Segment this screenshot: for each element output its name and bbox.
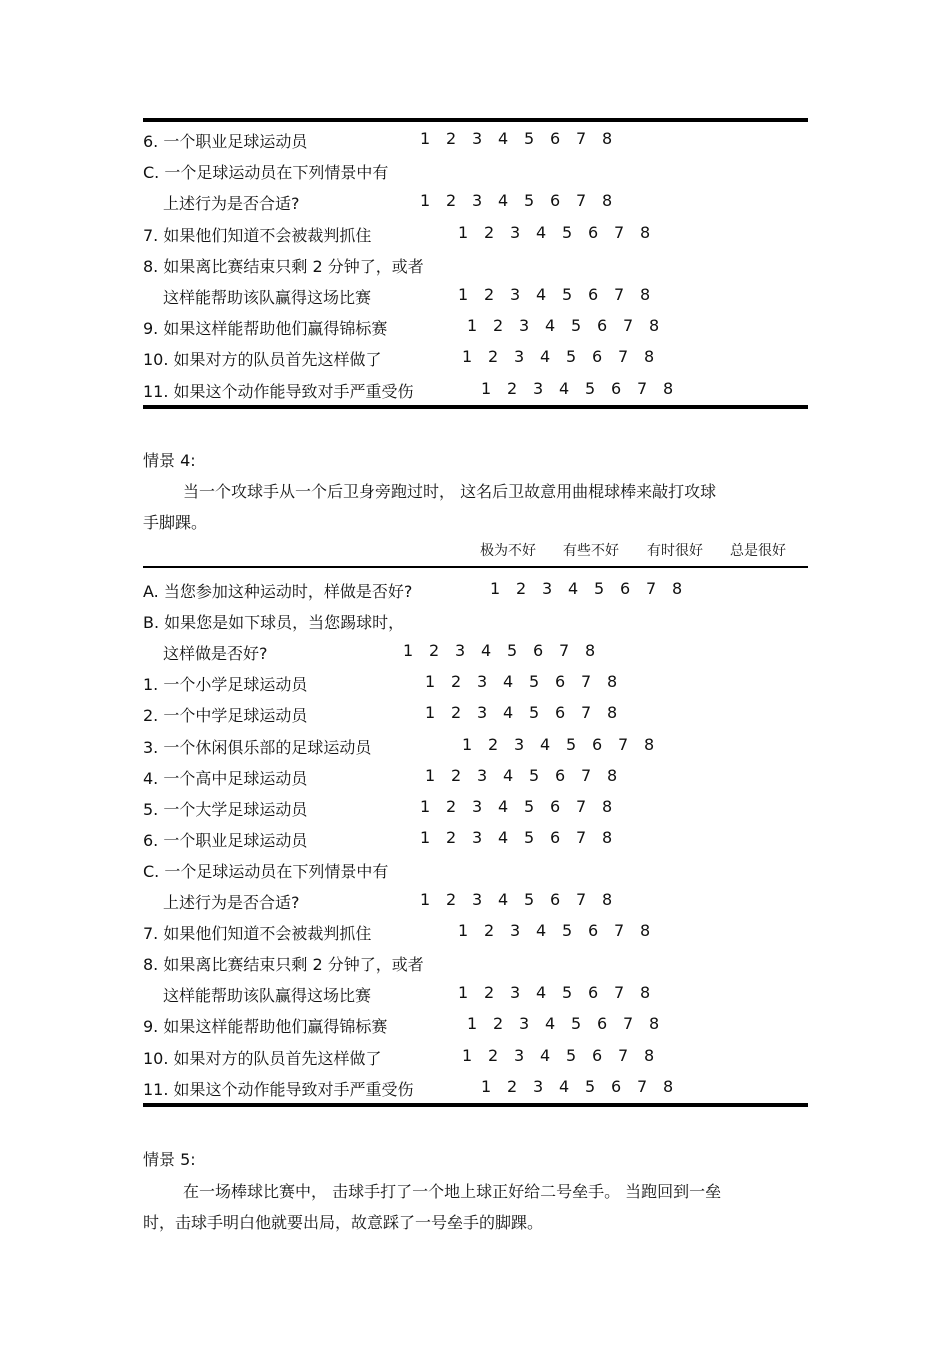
rating-scale bbox=[481, 379, 689, 398]
rating-option: 2 bbox=[484, 921, 495, 941]
rating-option: 7 bbox=[581, 703, 592, 723]
scenario5-desc-line2: 时，击球手明白他就要出局，故意踩了一号垒手的脚踝。 bbox=[143, 1213, 544, 1232]
rating-option: 3 bbox=[472, 191, 483, 211]
rating-option: 8 bbox=[602, 890, 613, 909]
rating-option: 4 bbox=[498, 129, 509, 148]
rating-option: 8 bbox=[640, 983, 651, 1003]
rating-option: 6 bbox=[550, 129, 561, 148]
rating-option: 1 bbox=[403, 641, 414, 661]
rating-option: 1 bbox=[458, 285, 469, 304]
rating-option: 6 bbox=[588, 921, 599, 941]
rating-option: 5 bbox=[566, 1045, 577, 1065]
rating-option: 5 bbox=[524, 827, 535, 847]
rating-option: 4 bbox=[503, 703, 514, 723]
rating-option: 3 bbox=[542, 579, 553, 598]
rating-option: 2 bbox=[446, 129, 457, 148]
rating-scale bbox=[462, 1046, 670, 1065]
rating-option: 4 bbox=[503, 765, 514, 785]
rating-option: 6 bbox=[555, 703, 566, 723]
rating-scale bbox=[425, 672, 633, 691]
rating-option: 6 bbox=[588, 285, 599, 304]
rating-option: 6 bbox=[555, 672, 566, 692]
rating-option: 5 bbox=[524, 191, 535, 211]
rating-option: 1 bbox=[462, 734, 473, 754]
rating-option: 1 bbox=[420, 129, 431, 148]
rating-option: 6 bbox=[555, 765, 566, 785]
rating-option: 1 bbox=[425, 703, 436, 723]
rating-option: 1 bbox=[462, 1045, 473, 1065]
question-label: 6. 一个职业足球运动员 bbox=[143, 132, 308, 151]
rating-option: 8 bbox=[607, 672, 618, 692]
rating-scale bbox=[420, 797, 628, 816]
rating-scale bbox=[490, 579, 698, 598]
rating-option: 8 bbox=[607, 765, 618, 785]
rating-option: 8 bbox=[602, 191, 613, 211]
rating-option: 1 bbox=[467, 1014, 478, 1034]
scenario4-heading: 情景 4: bbox=[143, 451, 196, 470]
rating-option: 8 bbox=[640, 921, 651, 941]
rating-option: 2 bbox=[484, 222, 495, 242]
rating-scale bbox=[458, 285, 666, 304]
rating-option: 5 bbox=[571, 316, 582, 336]
rating-option: 4 bbox=[481, 641, 492, 661]
rating-option: 3 bbox=[519, 316, 530, 336]
rating-scale bbox=[425, 703, 633, 722]
block2-top-rule bbox=[143, 566, 808, 568]
question-label: 10. 如果对方的队员首先这样做了 bbox=[143, 350, 382, 370]
rating-option: 2 bbox=[488, 347, 499, 367]
rating-scale bbox=[462, 347, 670, 366]
rating-option: 5 bbox=[566, 734, 577, 754]
rating-option: 1 bbox=[425, 672, 436, 692]
question-label: 3. 一个休闲俱乐部的足球运动员 bbox=[143, 737, 372, 757]
rating-option: 3 bbox=[455, 641, 466, 661]
rating-option: 2 bbox=[446, 827, 457, 847]
rating-option: 8 bbox=[644, 1045, 655, 1065]
rating-option: 1 bbox=[458, 983, 469, 1003]
question-label: 1. 一个小学足球运动员 bbox=[143, 675, 308, 695]
rating-option: 8 bbox=[640, 285, 651, 304]
rating-option: 3 bbox=[477, 703, 488, 723]
rating-option: 6 bbox=[592, 347, 603, 367]
rating-option: 7 bbox=[637, 378, 648, 398]
rating-option: 6 bbox=[550, 827, 561, 847]
rating-option: 4 bbox=[536, 921, 547, 941]
rating-option: 2 bbox=[484, 983, 495, 1003]
rating-option: 1 bbox=[490, 579, 501, 598]
question-label: 11. 如果这个动作能导致对手严重受伤 bbox=[143, 381, 414, 401]
rating-option: 5 bbox=[524, 129, 535, 148]
rating-option: 7 bbox=[576, 827, 587, 847]
rating-option: 1 bbox=[420, 890, 431, 909]
rating-option: 5 bbox=[529, 703, 540, 723]
rating-option: 6 bbox=[550, 191, 561, 211]
rating-scale bbox=[458, 223, 666, 242]
rating-option: 3 bbox=[472, 129, 483, 148]
rating-option: 8 bbox=[640, 222, 651, 242]
rating-option: 5 bbox=[562, 921, 573, 941]
rating-option: 5 bbox=[585, 378, 596, 398]
rating-option: 2 bbox=[488, 1045, 499, 1065]
rating-option: 7 bbox=[614, 285, 625, 304]
rating-option: 7 bbox=[581, 765, 592, 785]
rating-option: 3 bbox=[477, 765, 488, 785]
rating-option: 5 bbox=[562, 222, 573, 242]
rating-scale bbox=[481, 1077, 689, 1096]
rating-option: 3 bbox=[533, 1076, 544, 1096]
rating-option: 1 bbox=[420, 827, 431, 847]
block2-bottom-rule bbox=[143, 1103, 808, 1107]
rating-option: 7 bbox=[637, 1076, 648, 1096]
rating-option: 7 bbox=[576, 796, 587, 816]
rating-option: 4 bbox=[498, 827, 509, 847]
rating-option: 3 bbox=[477, 672, 488, 692]
rating-option: 7 bbox=[614, 222, 625, 242]
rating-option: 5 bbox=[562, 285, 573, 304]
rating-scale bbox=[458, 921, 666, 940]
question-label: 5. 一个大学足球运动员 bbox=[143, 799, 308, 819]
rating-option: 3 bbox=[514, 734, 525, 754]
rating-option: 2 bbox=[484, 285, 495, 304]
rating-option: 8 bbox=[607, 703, 618, 723]
rating-option: 2 bbox=[451, 703, 462, 723]
rating-option: 6 bbox=[592, 1045, 603, 1065]
rating-scale bbox=[467, 316, 675, 335]
rating-option: 2 bbox=[451, 765, 462, 785]
rating-option: 4 bbox=[540, 347, 551, 367]
question-label: 9. 如果这样能帮助他们赢得锦标赛 bbox=[143, 319, 388, 339]
rating-option: 6 bbox=[597, 1014, 608, 1034]
rating-option: 7 bbox=[576, 191, 587, 211]
question-label: C. 一个足球运动员在下列情景中有 bbox=[143, 861, 389, 881]
top-rule bbox=[143, 118, 808, 122]
rating-option: 7 bbox=[576, 890, 587, 909]
rating-option: 1 bbox=[467, 316, 478, 336]
rating-option: 8 bbox=[649, 316, 660, 336]
rating-scale bbox=[420, 828, 628, 847]
rating-option: 2 bbox=[507, 1076, 518, 1096]
question-label: 这样能帮助该队赢得这场比赛 bbox=[163, 288, 372, 307]
rating-option: 1 bbox=[458, 222, 469, 242]
rating-option: 4 bbox=[559, 1076, 570, 1096]
rating-option: 8 bbox=[602, 827, 613, 847]
rating-option: 3 bbox=[472, 827, 483, 847]
rating-scale bbox=[458, 983, 666, 1002]
scenario4-desc-line1: 当一个攻球手从一个后卫身旁跑过时， 这名后卫故意用曲棍球棒来敲打攻球 bbox=[183, 482, 717, 501]
rating-option: 1 bbox=[420, 191, 431, 211]
rating-option: 6 bbox=[550, 890, 561, 909]
rating-option: 3 bbox=[510, 285, 521, 304]
question-label: 这样做是否好? bbox=[163, 644, 268, 664]
rating-option: 7 bbox=[559, 641, 570, 661]
rating-option: 3 bbox=[519, 1014, 530, 1034]
rating-option: 5 bbox=[594, 579, 605, 598]
scale-header-2: 有些不好 bbox=[563, 543, 619, 559]
question-label: 8. 如果离比赛结束只剩 2 分钟了，或者 bbox=[143, 955, 424, 975]
scenario5-heading: 情景 5: bbox=[143, 1150, 196, 1169]
rating-option: 4 bbox=[536, 222, 547, 242]
question-label: 6. 一个职业足球运动员 bbox=[143, 830, 308, 850]
rating-option: 7 bbox=[623, 316, 634, 336]
rating-option: 8 bbox=[602, 796, 613, 816]
question-label: 上述行为是否合适? bbox=[163, 893, 300, 912]
rating-option: 3 bbox=[514, 1045, 525, 1065]
rating-option: 5 bbox=[507, 641, 518, 661]
rating-option: 2 bbox=[446, 796, 457, 816]
question-label: 9. 如果这样能帮助他们赢得锦标赛 bbox=[143, 1017, 388, 1037]
scale-header-1: 极为不好 bbox=[480, 543, 536, 559]
rating-option: 7 bbox=[581, 672, 592, 692]
rating-option: 5 bbox=[571, 1014, 582, 1034]
rating-option: 3 bbox=[533, 378, 544, 398]
rating-option: 7 bbox=[618, 1045, 629, 1065]
rating-option: 5 bbox=[529, 765, 540, 785]
rating-option: 2 bbox=[446, 191, 457, 211]
scenario4-desc-line2: 手脚踝。 bbox=[143, 513, 208, 532]
rating-option: 1 bbox=[462, 347, 473, 367]
rating-scale bbox=[420, 191, 628, 210]
rating-option: 8 bbox=[644, 734, 655, 754]
block1-bottom-rule bbox=[143, 405, 808, 409]
rating-option: 3 bbox=[510, 222, 521, 242]
rating-option: 2 bbox=[507, 378, 518, 398]
rating-option: 7 bbox=[614, 983, 625, 1003]
rating-scale bbox=[420, 129, 628, 148]
rating-option: 2 bbox=[516, 579, 527, 598]
rating-option: 1 bbox=[458, 921, 469, 941]
rating-option: 4 bbox=[545, 316, 556, 336]
rating-option: 7 bbox=[646, 579, 657, 598]
scenario5-desc-line1: 在一场棒球比赛中， 击球手打了一个地上球正好给二号垒手。 当跑回到一垒 bbox=[183, 1182, 722, 1201]
rating-option: 4 bbox=[540, 1045, 551, 1065]
rating-option: 8 bbox=[663, 1076, 674, 1096]
rating-option: 1 bbox=[481, 378, 492, 398]
rating-option: 1 bbox=[420, 796, 431, 816]
rating-option: 2 bbox=[493, 1014, 504, 1034]
rating-option: 2 bbox=[446, 890, 457, 909]
rating-option: 5 bbox=[585, 1076, 596, 1096]
rating-option: 2 bbox=[451, 672, 462, 692]
rating-option: 6 bbox=[588, 983, 599, 1003]
question-label: 4. 一个高中足球运动员 bbox=[143, 768, 308, 788]
rating-option: 6 bbox=[597, 316, 608, 336]
rating-option: 4 bbox=[536, 285, 547, 304]
rating-option: 4 bbox=[540, 734, 551, 754]
question-label: 上述行为是否合适? bbox=[163, 194, 300, 214]
rating-option: 7 bbox=[576, 129, 587, 148]
rating-option: 6 bbox=[611, 378, 622, 398]
rating-option: 8 bbox=[672, 579, 683, 598]
question-label: 11. 如果这个动作能导致对手严重受伤 bbox=[143, 1079, 414, 1099]
rating-option: 2 bbox=[429, 641, 440, 661]
rating-option: 6 bbox=[611, 1076, 622, 1096]
rating-option: 2 bbox=[493, 316, 504, 336]
question-label: C. 一个足球运动员在下列情景中有 bbox=[143, 163, 389, 183]
rating-option: 7 bbox=[623, 1014, 634, 1034]
question-label: A. 当您参加这种运动时，样做是否好? bbox=[143, 582, 413, 601]
rating-option: 5 bbox=[566, 347, 577, 367]
rating-option: 4 bbox=[498, 796, 509, 816]
rating-option: 3 bbox=[510, 921, 521, 941]
rating-option: 4 bbox=[568, 579, 579, 598]
question-label: 7. 如果他们知道不会被裁判抓住 bbox=[143, 225, 372, 245]
rating-option: 8 bbox=[585, 641, 596, 661]
rating-option: 8 bbox=[602, 129, 613, 148]
rating-option: 6 bbox=[620, 579, 631, 598]
rating-scale bbox=[462, 735, 670, 754]
rating-option: 4 bbox=[503, 672, 514, 692]
question-label: 8. 如果离比赛结束只剩 2 分钟了，或者 bbox=[143, 256, 424, 276]
rating-option: 6 bbox=[533, 641, 544, 661]
rating-option: 5 bbox=[529, 672, 540, 692]
scale-header-4: 总是很好 bbox=[730, 543, 786, 559]
rating-option: 4 bbox=[498, 191, 509, 211]
rating-option: 7 bbox=[614, 921, 625, 941]
rating-option: 1 bbox=[425, 765, 436, 785]
rating-option: 7 bbox=[618, 347, 629, 367]
rating-option: 5 bbox=[562, 983, 573, 1003]
question-label: 7. 如果他们知道不会被裁判抓住 bbox=[143, 924, 372, 944]
question-label: 这样能帮助该队赢得这场比赛 bbox=[163, 986, 372, 1006]
rating-option: 2 bbox=[488, 734, 499, 754]
question-label: 10. 如果对方的队员首先这样做了 bbox=[143, 1048, 382, 1068]
rating-option: 8 bbox=[644, 347, 655, 367]
rating-scale bbox=[467, 1014, 675, 1033]
rating-scale bbox=[403, 641, 611, 660]
rating-option: 4 bbox=[536, 983, 547, 1003]
rating-option: 4 bbox=[498, 890, 509, 909]
rating-option: 3 bbox=[514, 347, 525, 367]
rating-option: 3 bbox=[472, 796, 483, 816]
rating-option: 5 bbox=[524, 890, 535, 909]
rating-option: 3 bbox=[510, 983, 521, 1003]
rating-scale bbox=[420, 890, 628, 909]
rating-option: 4 bbox=[545, 1014, 556, 1034]
rating-option: 1 bbox=[481, 1076, 492, 1096]
rating-option: 4 bbox=[559, 378, 570, 398]
rating-option: 3 bbox=[472, 890, 483, 909]
question-label: 2. 一个中学足球运动员 bbox=[143, 706, 308, 726]
rating-option: 6 bbox=[550, 796, 561, 816]
rating-option: 8 bbox=[663, 378, 674, 398]
rating-option: 6 bbox=[592, 734, 603, 754]
question-label: B. 如果您是如下球员，当您踢球时， bbox=[143, 613, 405, 633]
rating-option: 5 bbox=[524, 796, 535, 816]
rating-option: 6 bbox=[588, 222, 599, 242]
rating-option: 8 bbox=[649, 1014, 660, 1034]
rating-option: 7 bbox=[618, 734, 629, 754]
rating-scale bbox=[425, 766, 633, 785]
scale-header-3: 有时很好 bbox=[647, 543, 703, 559]
